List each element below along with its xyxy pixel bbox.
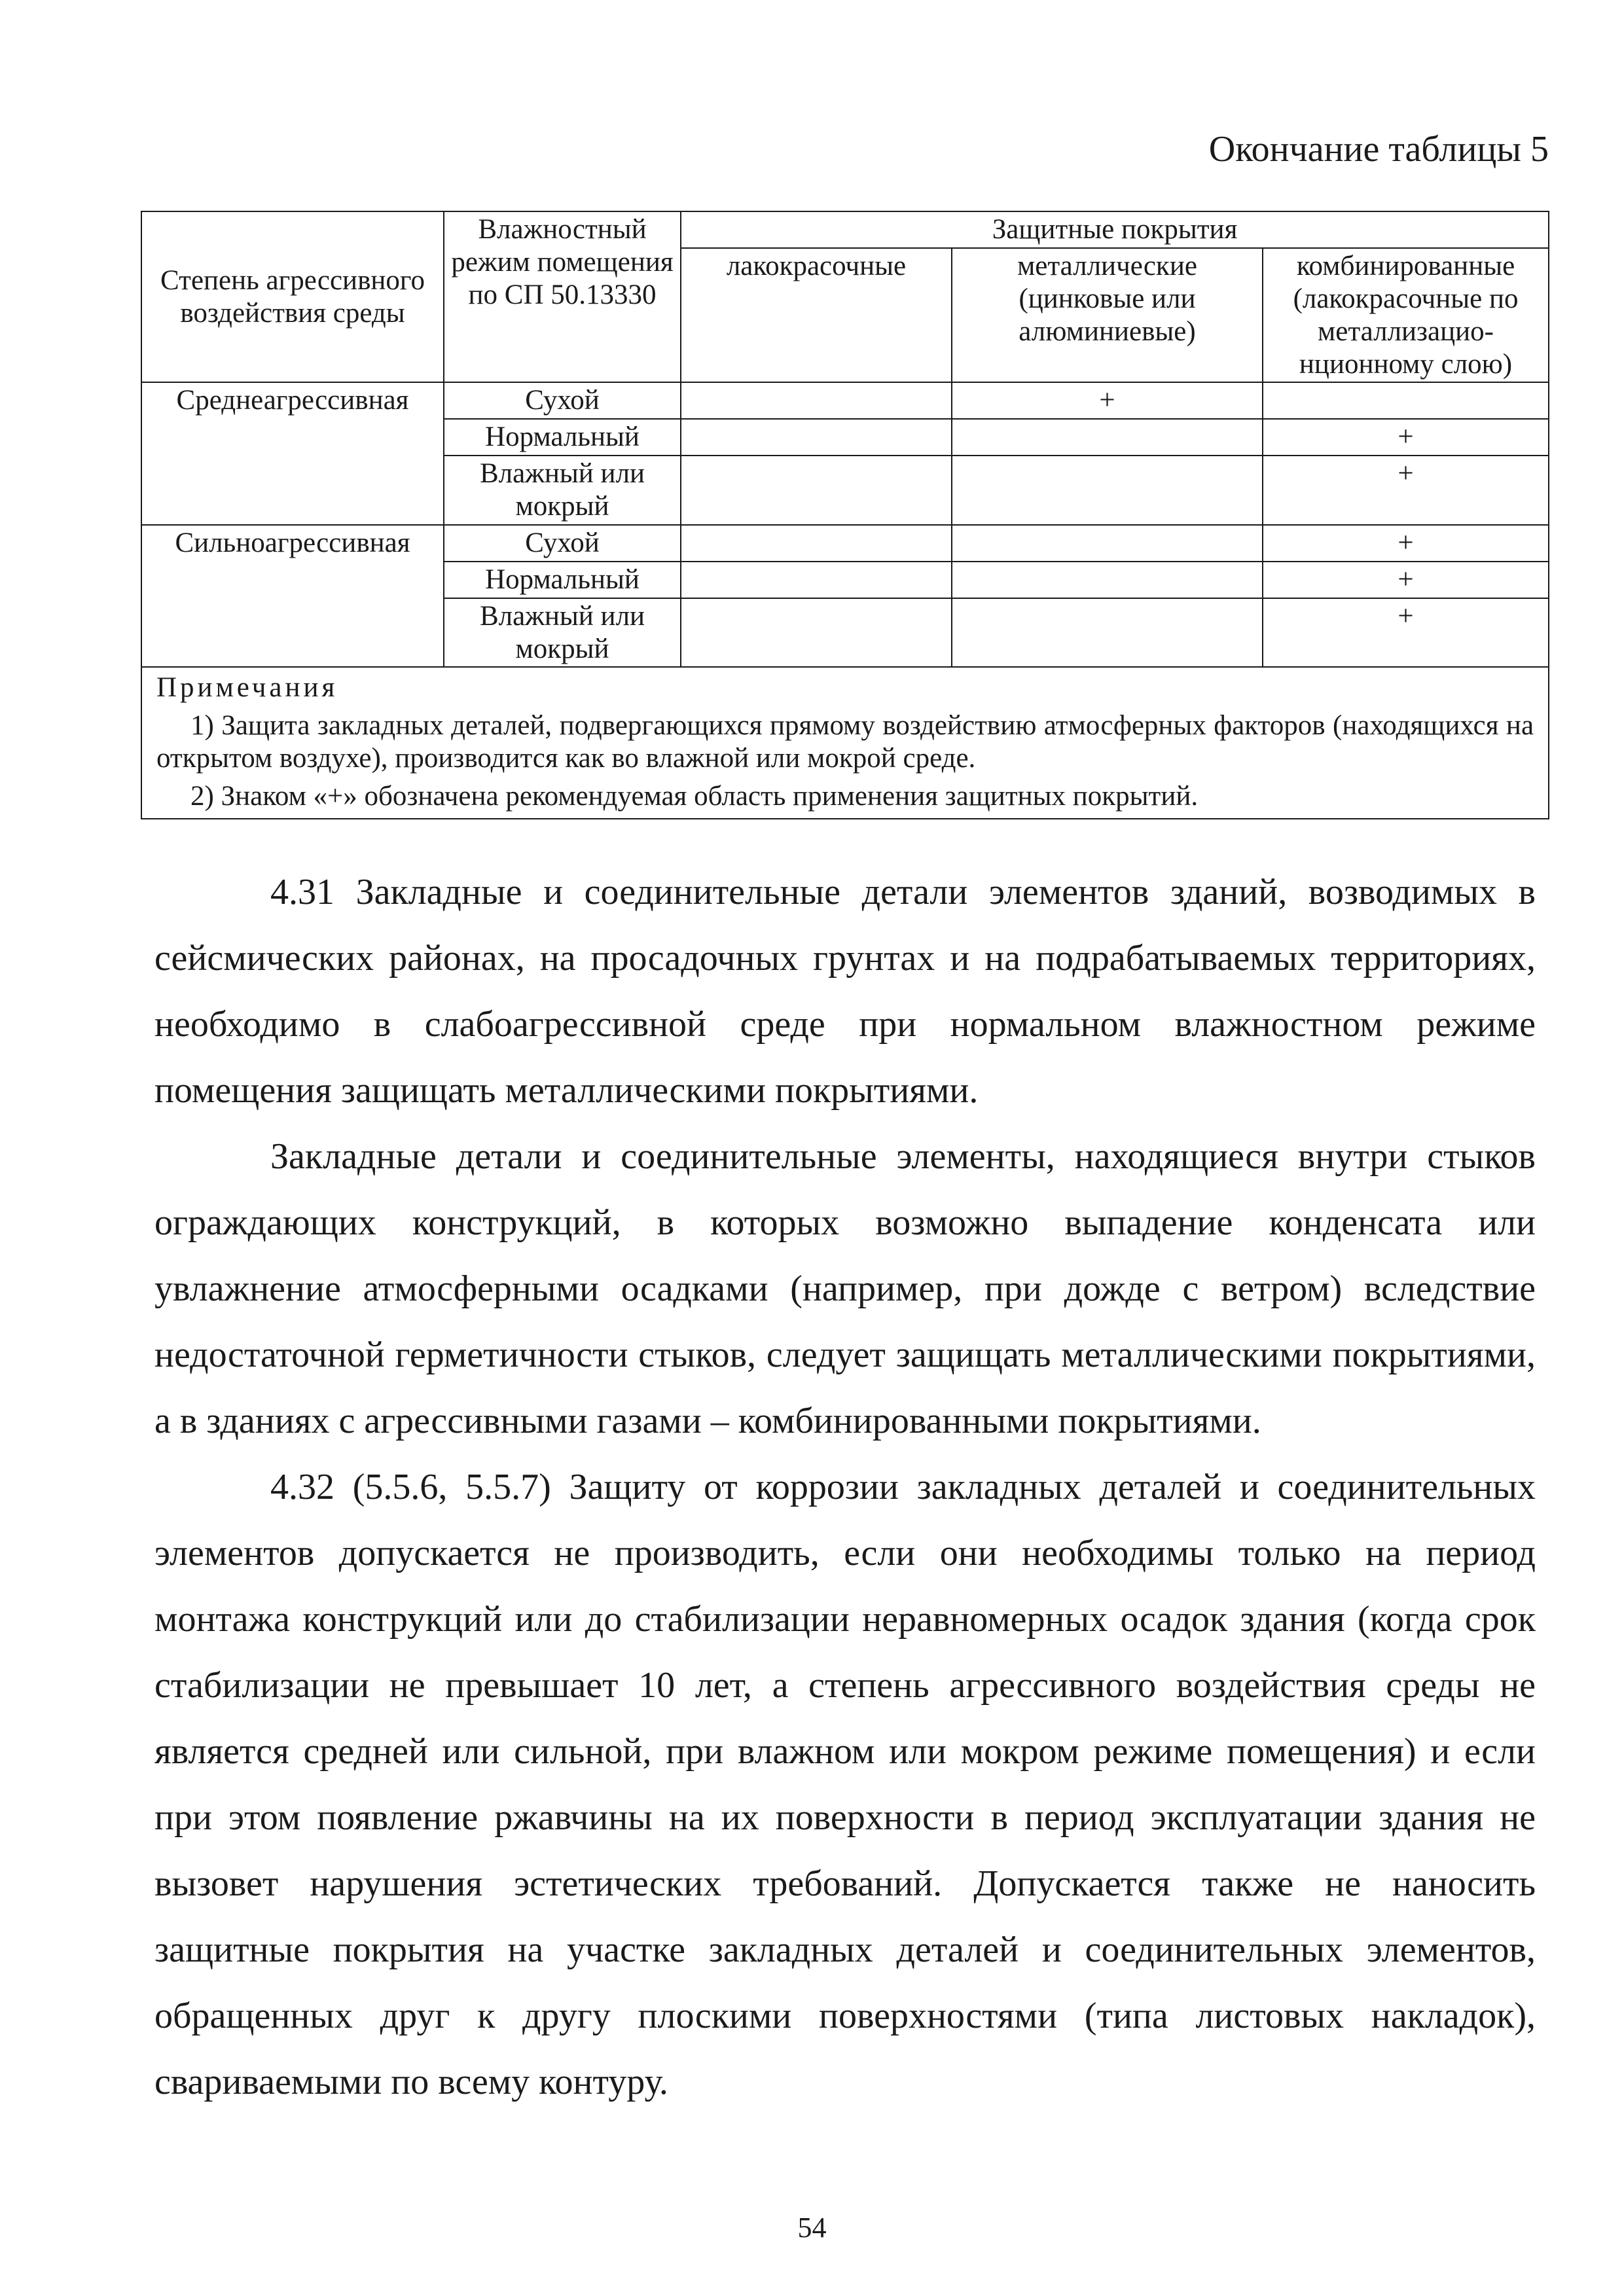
paragraph-4-32: 4.32 (5.5.6, 5.5.7) Защиту от коррозии закладных деталей и соединительных элементов допускается не производить, если они необходимы только на период монтажа конструкций или до стабилизации неравномерных осадок здания (когда срок стабилизации не превышает 10 лет, а степень агрессивного воздействия среды не является средней или сильной, при влажном или мокром режиме помещения) и если при этом появление ржавчины на их поверхности в период эксплуатации здания не вызовет нарушения эстетических требований. Допускается также не наносить защитные покрытия на участке закладных деталей и соединительных элементов, обращенных друг к другу плоскими поверхностями (типа листовых накладок), свариваемыми по всему контуру. [154, 1467, 1536, 2102]
degree-cell: Среднеагрессивная [141, 382, 444, 525]
header-paint: лакокрасочные [681, 248, 952, 383]
table-row [141, 525, 1549, 562]
regime-cell: Сухой [444, 525, 681, 562]
paint-cell [681, 562, 952, 598]
header-coatings: Защитные покрытия [681, 211, 1549, 248]
regime-cell: Нормальный [444, 562, 681, 598]
paint-cell [681, 525, 952, 562]
header-degree: Степень агрессивного воздействия среды [141, 211, 444, 382]
table-caption: Окончание таблицы 5 [1208, 129, 1549, 170]
notes-title: Примечания [156, 672, 338, 704]
notes-cell [141, 667, 1549, 819]
regime-cell: Сухой [444, 382, 681, 419]
header-combined: комбинированные (лакокрасочные по металлизацио-нционному слою) [1263, 248, 1549, 383]
metal-cell [952, 525, 1263, 562]
header-metal: металлические (цинковые или алюминиевые) [952, 248, 1263, 383]
body-text [154, 859, 1536, 2115]
metal-cell: + [952, 382, 1263, 419]
page-number: 54 [797, 2212, 827, 2244]
combined-cell [1263, 382, 1549, 419]
metal-cell [952, 456, 1263, 525]
combined-cell: + [1263, 525, 1549, 562]
paint-cell [681, 456, 952, 525]
paragraph-embedded-parts: Закладные детали и соединительные элементы, находящиеся внутри стыков ограждающих конструкций, в которых возможно выпадение конденсата или увлажнение атмосферными осадками (например, при дожде с ветром) вследствие недостаточной герметичности стыков, следует защищать металлическими покрытиями, а в зданиях с агрессивными газами – комбинированными покрытиями. [154, 1136, 1536, 1441]
paint-cell [681, 419, 952, 456]
metal-cell [952, 598, 1263, 668]
regime-cell: Влажный или мокрый [444, 456, 681, 525]
paragraph-4-31: 4.31 Закладные и соединительные детали элементов зданий, возводимых в сейсмических районах, на просадочных грунтах и на подрабатываемых территориях, необходимо в слабоагрессивной среде при нормальном влажностном режиме помещения защищать металлическими покрытиями. [154, 872, 1536, 1111]
note-1: 1) Защита закладных деталей, подвергающихся прямому воздействию атмосферных факторов (находящихся на открытом воздухе), производится как во влажной или мокрой среде. [156, 710, 1534, 774]
combined-cell: + [1263, 456, 1549, 525]
paint-cell [681, 598, 952, 668]
metal-cell [952, 419, 1263, 456]
note-2: 2) Знаком «+» обозначена рекомендуемая область применения защитных покрытий. [190, 781, 1199, 812]
coatings-table [141, 211, 1549, 819]
paint-cell [681, 382, 952, 419]
degree-cell: Сильноагрессивная [141, 525, 444, 668]
regime-cell: Влажный или мокрый [444, 598, 681, 668]
table-row [141, 382, 1549, 419]
metal-cell [952, 562, 1263, 598]
combined-cell: + [1263, 562, 1549, 598]
regime-cell: Нормальный [444, 419, 681, 456]
combined-cell: + [1263, 598, 1549, 668]
header-humidity: Влажностный режим помещения по СП 50.13330 [444, 211, 681, 382]
combined-cell: + [1263, 419, 1549, 456]
